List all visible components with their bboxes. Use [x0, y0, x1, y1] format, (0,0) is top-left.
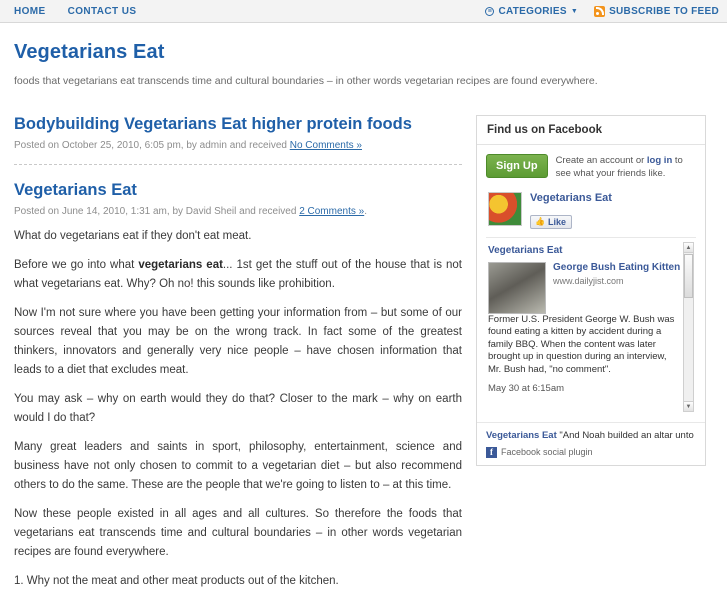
page-thumbnail-image	[488, 192, 522, 226]
post-comments-link[interactable]: 2 Comments »	[299, 205, 365, 217]
like-label: Like	[547, 216, 566, 227]
post-meta-suffix: .	[364, 205, 367, 217]
log-in-link[interactable]: log in	[646, 155, 673, 166]
signup-text-before: Create an account or	[555, 155, 647, 166]
site-tagline: foods that vegetarians eat transcends time and cultural boundaries – in other words vegetarian recipes are found everywhere.	[14, 75, 598, 87]
scroll-down-arrow-icon[interactable]: ▼	[684, 401, 693, 411]
feed-photo	[488, 262, 546, 314]
site-title[interactable]: Vegetarians Eat	[14, 41, 165, 63]
main-content	[14, 115, 462, 601]
signup-description	[556, 154, 696, 180]
feed-text: Former U.S. President George W. Bush was found eating a kitten by accident during a family BBQ. When the content was later brought up in question during an interview, Mr. Bush had, "no comment".	[488, 313, 675, 375]
post-meta-text: Posted on June 14, 2010, 1:31 am, by David Sheil and received	[14, 205, 300, 217]
categories-icon: ≡	[485, 7, 494, 16]
nav-item-contact-us[interactable]: CONTACT US	[67, 5, 137, 17]
post-comments-link[interactable]: No Comments »	[289, 139, 362, 151]
post-paragraph: Now I'm not sure where you have been getting your information from – but some of our sources reveal that you may be on the wrong track. In fact some of the greatest thinkers, innovators and generally very nice people – have chosen information that leads to a diet that excludes meat.	[14, 306, 462, 376]
facebook-page-row	[486, 180, 696, 238]
feed-item	[488, 262, 682, 314]
feed-author[interactable]: Vegetarians Eat	[488, 244, 563, 256]
feed-source-link[interactable]: www.dailyjist.com	[553, 275, 624, 286]
post-paragraph: You may ask – why on earth would they do that? Closer to the mark – why on earth would I do that?	[14, 392, 462, 424]
post-title[interactable]: Bodybuilding Vegetarians Eat higher protein foods	[14, 115, 412, 133]
feed-headline[interactable]: George Bush Eating Kitten	[553, 261, 681, 273]
subscribe-to-feed-link[interactable]	[594, 6, 719, 17]
sidebar	[476, 115, 706, 601]
post-title[interactable]: Vegetarians Eat	[14, 180, 137, 199]
plugin-label: Facebook social plugin	[501, 447, 593, 457]
post-meta	[14, 140, 462, 151]
facebook-social-plugin-footer	[477, 444, 705, 465]
top-bar	[0, 0, 727, 23]
feed-body	[553, 262, 680, 314]
post-paragraph: Now these people existed in all ages and all cultures. So therefore the foods that vegetarians eat transcends time and cultural boundaries – in other words vegetarian recipes are found everywhere.	[14, 507, 462, 558]
rss-icon	[594, 6, 605, 17]
scrollbar-thumb[interactable]	[684, 254, 693, 298]
footer-post-author[interactable]: Vegetarians Eat	[486, 429, 557, 441]
feed-scrollbar[interactable]	[683, 242, 694, 412]
footer-post-text: "And Noah builded an altar unto	[556, 429, 694, 441]
top-navigation	[14, 6, 136, 17]
feed-date: May 30 at 6:15am	[488, 383, 565, 394]
post-2	[14, 181, 462, 591]
post-divider	[14, 164, 462, 165]
categories-menu[interactable]	[485, 6, 578, 17]
post-1	[14, 115, 462, 151]
facebook-page-name[interactable]: Vegetarians Eat	[530, 192, 612, 204]
facebook-signup-row	[486, 154, 696, 180]
subscribe-label: SUBSCRIBE TO FEED	[609, 5, 719, 17]
post-paragraph: 1. Why not the meat and other meat products out of the kitchen.	[14, 574, 339, 587]
page-body	[0, 93, 727, 601]
top-bar-right	[485, 6, 719, 17]
widget-title: Find us on Facebook	[477, 116, 705, 145]
facebook-like-box	[477, 145, 705, 422]
post-paragraph: What do vegetarians eat if they don't eat meat.	[14, 229, 252, 242]
thumbs-up-icon: 👍	[535, 217, 545, 226]
facebook-logo-icon: f	[486, 447, 497, 458]
sign-up-button[interactable]: Sign Up	[486, 154, 548, 178]
post-meta-text: Posted on October 25, 2010, 6:05 pm, by admin and received	[14, 139, 290, 151]
page-info	[530, 192, 612, 229]
post-meta	[14, 206, 462, 217]
facebook-feed	[486, 238, 696, 416]
nav-item-home[interactable]: HOME	[14, 5, 46, 17]
scroll-up-arrow-icon[interactable]: ▲	[685, 244, 692, 251]
chevron-down-icon: ▼	[570, 7, 579, 15]
post-paragraph: Before we go into what vegetarians eat... 1st get the stuff out of the house that is not what vegetarians eat. Why? Oh no! this sounds like prohibition.	[14, 258, 462, 290]
facebook-widget	[476, 115, 706, 466]
feed-footer-post	[477, 422, 705, 444]
categories-label: CATEGORIES	[498, 5, 567, 17]
like-button[interactable]	[530, 215, 572, 229]
post-body	[14, 227, 462, 591]
post-paragraph: Many great leaders and saints in sport, philosophy, entertainment, science and business have not only chosen to commit to a vegetarian diet – but also recommend others to do the same. These are the people that we're going to listen to – at this time.	[14, 440, 462, 491]
signup-text-after: to see what your friends like.	[555, 155, 683, 179]
site-header	[0, 23, 727, 93]
